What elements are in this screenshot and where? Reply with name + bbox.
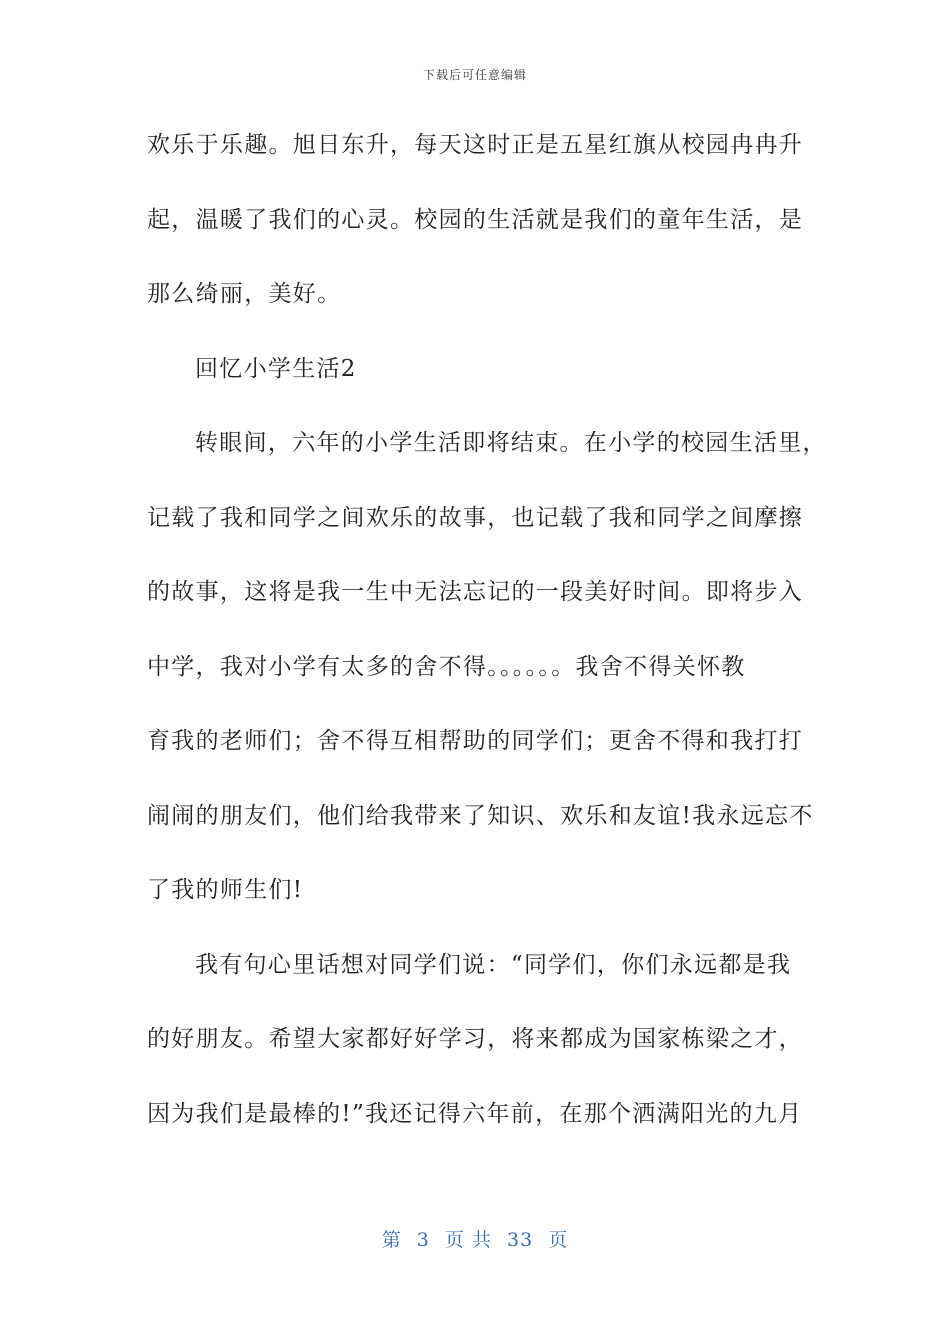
text-line: 的好朋友。希望大家都好好学习，将来都成为国家栋梁之才， xyxy=(147,1026,804,1052)
text-line: 的故事，这将是我一生中无法忘记的一段美好时间。即将步入 xyxy=(147,579,804,605)
text-line: 闹闹的朋友们，他们给我带来了知识、欢乐和友谊!我永远忘不 xyxy=(147,802,814,829)
text-line: 了我的师生们! xyxy=(147,877,304,903)
footer-total-pages: 33 xyxy=(507,1229,534,1251)
text-line: 中学，我对小学有太多的舍不得。。。。。。我舍不得关怀教 xyxy=(147,653,746,680)
footer-middle: 页 共 xyxy=(444,1229,492,1251)
page-header-note: 下载后可任意编辑 xyxy=(422,68,527,82)
text-line: 那么绮丽，美好。 xyxy=(147,281,342,307)
section-heading: 回忆小学生活2 xyxy=(195,355,357,382)
text-line: 记载了我和同学之间欢乐的故事，也记载了我和同学之间摩擦 xyxy=(147,504,804,531)
document-body xyxy=(147,122,827,1165)
footer-suffix: 页 xyxy=(548,1229,569,1251)
page-footer xyxy=(0,1225,950,1252)
footer-page-number: 3 xyxy=(416,1229,430,1251)
footer-prefix: 第 xyxy=(381,1229,402,1251)
text-line: 育我的老师们；舍不得互相帮助的同学们；更舍不得和我打打 xyxy=(147,728,804,754)
text-line: 转眼间，六年的小学生活即将结束。在小学的校园生活里， xyxy=(195,430,827,456)
text-line: 起，温暖了我们的心灵。校园的生活就是我们的童年生活，是 xyxy=(147,206,804,233)
text-line: 我有句心里话想对同学们说：“同学们，你们永远都是我 xyxy=(195,951,792,978)
text-line: 欢乐于乐趣。旭日东升，每天这时正是五星红旗从校园冉冉升 xyxy=(147,132,804,158)
text-line: 因为我们是最棒的!”我还记得六年前，在那个洒满阳光的九月 xyxy=(147,1100,803,1127)
